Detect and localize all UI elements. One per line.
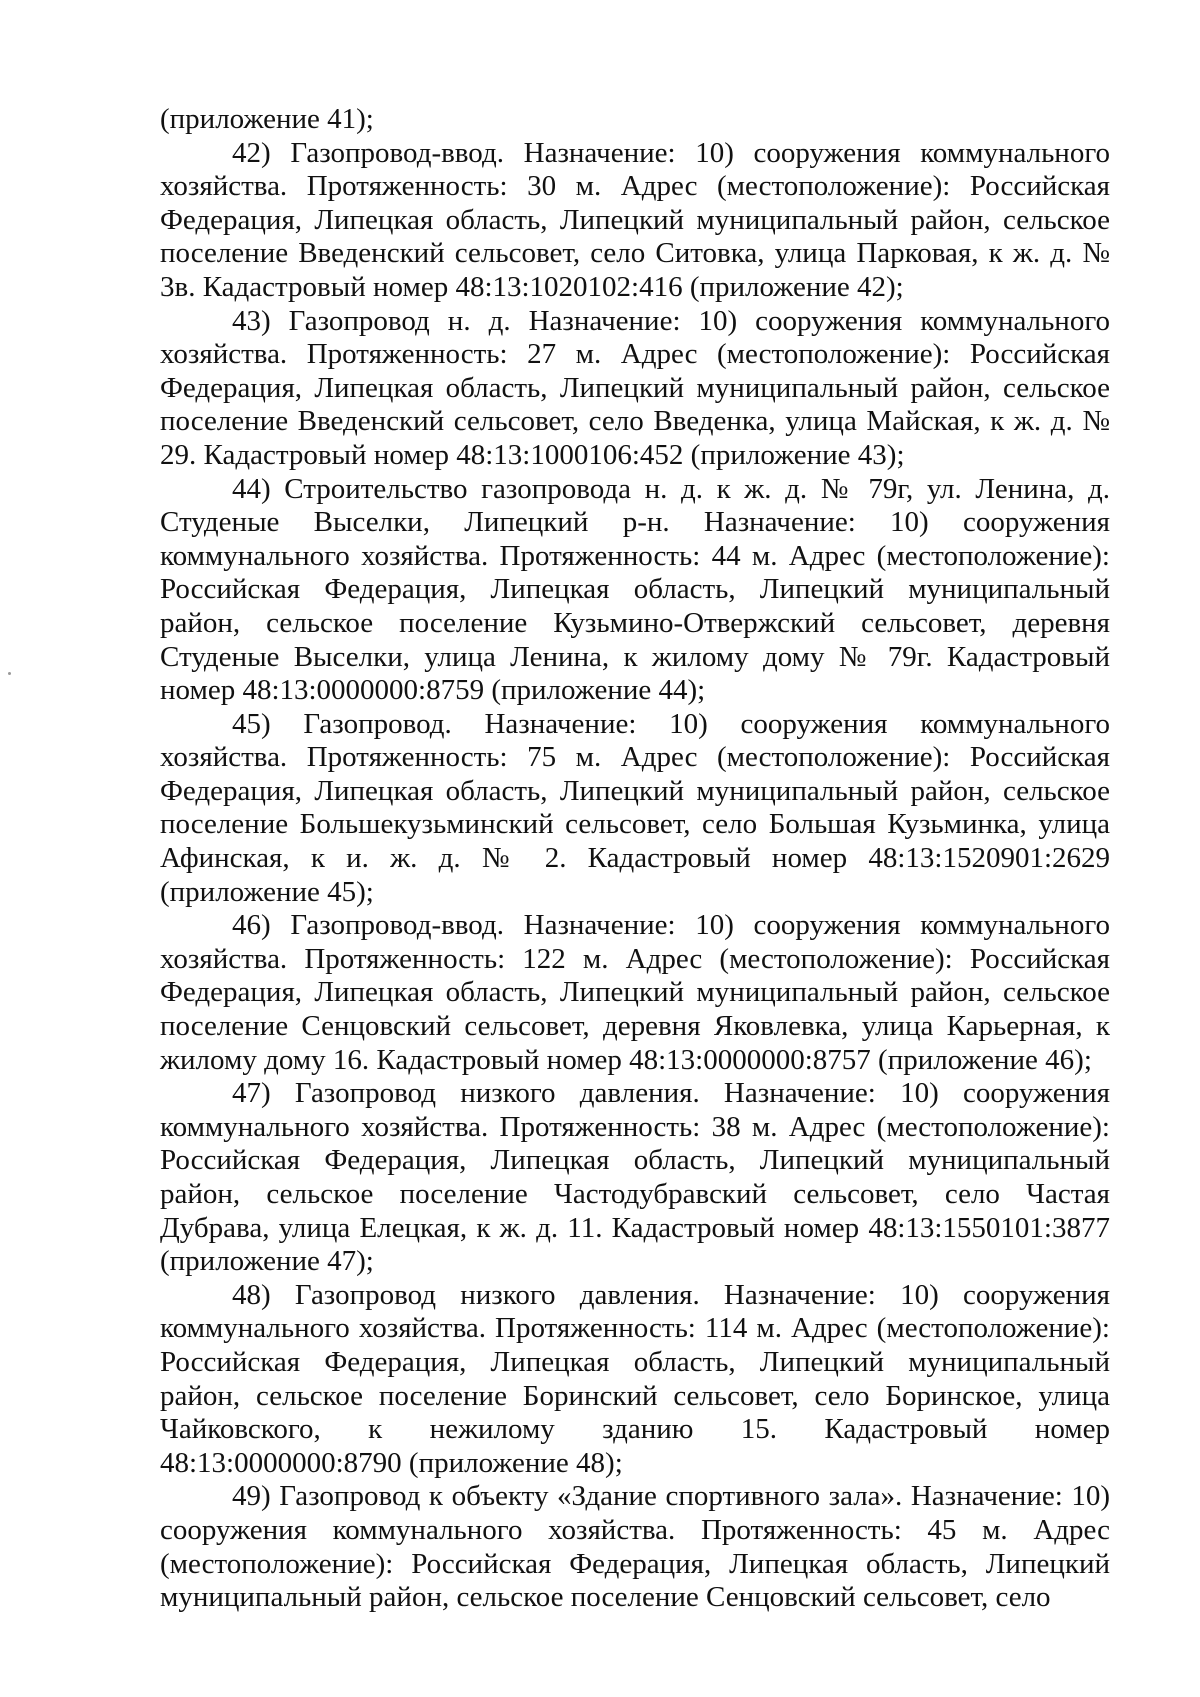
document-body xyxy=(160,103,1110,1615)
scan-artifact-dot xyxy=(8,672,11,675)
list-item-42: 42) Газопровод-ввод. Назначение: 10) сооружения коммунального хозяйства. Протяженность: 30 м. Адрес (местоположение): Российская Федерация, Липецкая область, Липецкий муниципальный район, сельское поселение Введенский сельсовет, село Ситовка, улица Парковая, к ж. д. № 3в. Кадастровый номер 48:13:1020102:416 (приложение 42); xyxy=(160,136,1110,303)
list-item-47: 47) Газопровод низкого давления. Назначение: 10) сооружения коммунального хозяйства. Протяженность: 38 м. Адрес (местоположение): Российская Федерация, Липецкая область, Липецкий муниципальный район, сельское поселение Частодубравский сельсовет, село Частая Дубрава, улица Елецкая, к ж. д. 11. Кадастровый номер 48:13:1550101:3877 (приложение 47); xyxy=(160,1077,1110,1278)
list-item-45: 45) Газопровод. Назначение: 10) сооружения коммунального хозяйства. Протяженность: 75 м. Адрес (местоположение): Российская Федерация, Липецкая область, Липецкий муниципальный район, сельское поселение Большекузьминский сельсовет, село Большая Кузьминка, улица Афинская, к и. ж. д. № 2. Кадастровый номер 48:13:1520901:2629 (приложение 45); xyxy=(160,707,1110,908)
leading-line: (приложение 41); xyxy=(160,103,374,135)
list-item-49: 49) Газопровод к объекту «Здание спортивного зала». Назначение: 10) сооружения коммунального хозяйства. Протяженность: 45 м. Адрес (местоположение): Российская Федерация, Липецкая область, Липецкий муниципальный район, сельское поселение Сенцовский сельсовет, село xyxy=(160,1480,1110,1614)
list-item-43: 43) Газопровод н. д. Назначение: 10) сооружения коммунального хозяйства. Протяженность: 27 м. Адрес (местоположение): Российская Федерация, Липецкая область, Липецкий муниципальный район, сельское поселение Введенский сельсовет, село Введенка, улица Майская, к ж. д. № 29. Кадастровый номер 48:13:1000106:452 (приложение 43); xyxy=(160,304,1110,471)
list-item-48: 48) Газопровод низкого давления. Назначение: 10) сооружения коммунального хозяйства. Протяженность: 114 м. Адрес (местоположение): Российская Федерация, Липецкая область, Липецкий муниципальный район, сельское поселение Боринский сельсовет, село Боринское, улица Чайковского, к нежилому зданию 15. Кадастровый номер 48:13:0000000:8790 (приложение 48); xyxy=(160,1278,1110,1479)
list-item-44: 44) Строительство газопровода н. д. к ж. д. № 79г, ул. Ленина, д. Студеные Выселки, Липецкий р-н. Назначение: 10) сооружения коммунального хозяйства. Протяженность: 44 м. Адрес (местоположение): Российская Федерация, Липецкая область, Липецкий муниципальный район, сельское поселение Кузьмино-Отвержский сельсовет, деревня Студеные Выселки, улица Ленина, к жилому дому № 79г. Кадастровый номер 48:13:0000000:8759 (приложение 44); xyxy=(160,472,1110,707)
list-item-46: 46) Газопровод-ввод. Назначение: 10) сооружения коммунального хозяйства. Протяженность: 122 м. Адрес (местоположение): Российская Федерация, Липецкая область, Липецкий муниципальный район, сельское поселение Сенцовский сельсовет, деревня Яковлевка, улица Карьерная, к жилому дому 16. Кадастровый номер 48:13:0000000:8757 (приложение 46); xyxy=(160,909,1110,1076)
